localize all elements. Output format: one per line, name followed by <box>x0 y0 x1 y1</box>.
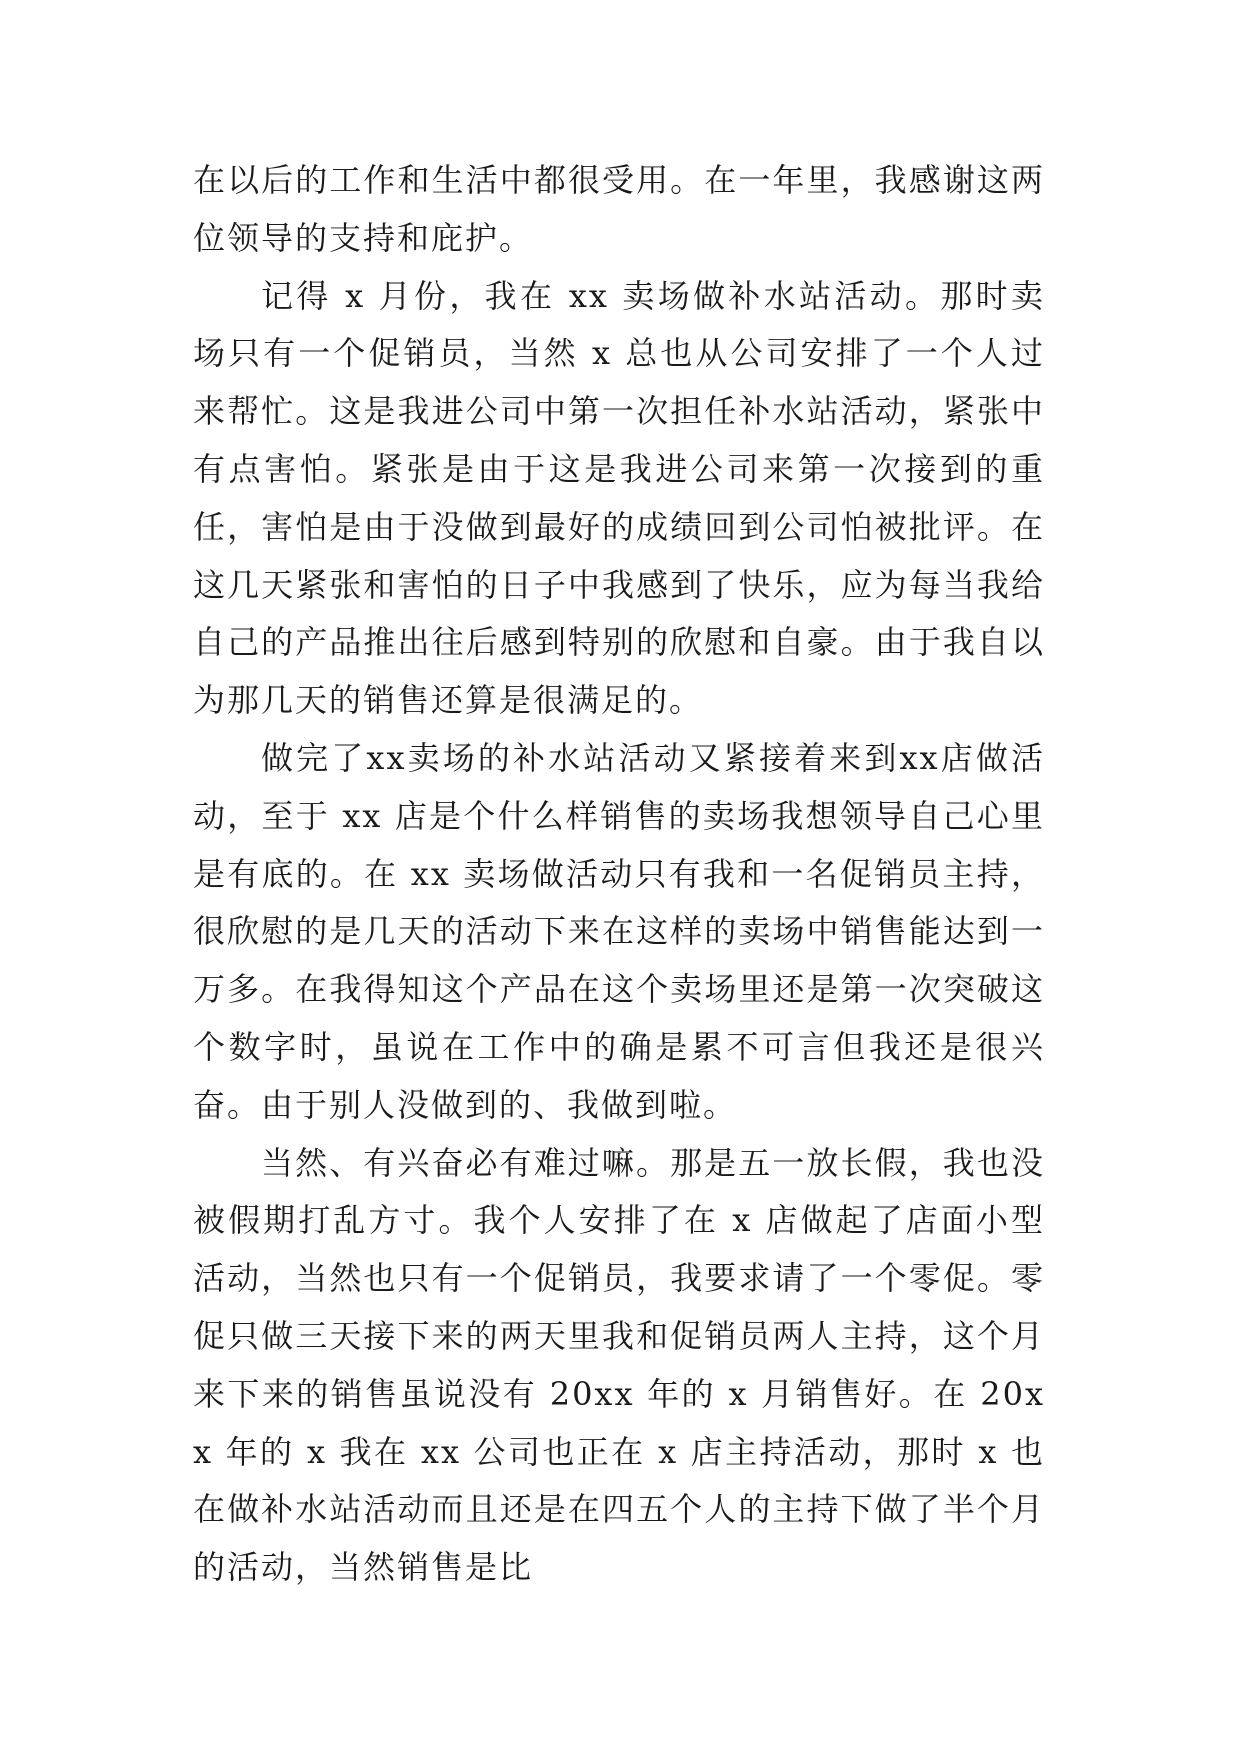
paragraph-3: 做完了xx卖场的补水站活动又紧接着来到xx店做活动，至于 xx 店是个什么样销售的卖场我想领导自己心里是有底的。在 xx 卖场做活动只有我和一名促销员主持，很欣慰的是几天的活动下来在这样的卖场中销售能达到一万多。在我得知这个产品在这个卖场里还是第一次突破这个数字时，虽说在工作中的确是累不可言但我还是很兴奋。由于别人没做到的、我做到啦。 <box>193 738 1045 1124</box>
paragraph-1: 在以后的工作和生活中都很受用。在一年里，我感谢这两位领导的支持和庇护。 <box>193 161 1045 257</box>
document-page <box>193 152 1045 1597</box>
paragraph-2: 记得 x 月份，我在 xx 卖场做补水站活动。那时卖场只有一个促销员，当然 x 总也从公司安排了一个人过来帮忙。这是我进公司中第一次担任补水站活动，紧张中有点害怕。紧张是由于这是我进公司来第一次接到的重任，害怕是由于没做到最好的成绩回到公司怕被批评。在这几天紧张和害怕的日子中我感到了快乐，应为每当我给自己的产品推出往后感到特别的欣慰和自豪。由于我自以为那几天的销售还算是很满足的。 <box>193 276 1045 720</box>
paragraph-4: 当然、有兴奋必有难过嘛。那是五一放长假，我也没被假期打乱方寸。我个人安排了在 x 店做起了店面小型活动，当然也只有一个促销员，我要求请了一个零促。零促只做三天接下来的两天里我和促销员两人主持，这个月来下来的销售虽说没有 20xx 年的 x 月销售好。在 20xx 年的 x 我在 xx 公司也正在 x 店主持活动，那时 x 也在做补水站活动而且还是在四五个人的主持下做了半个月的活动，当然销售是比 <box>193 1143 1045 1587</box>
